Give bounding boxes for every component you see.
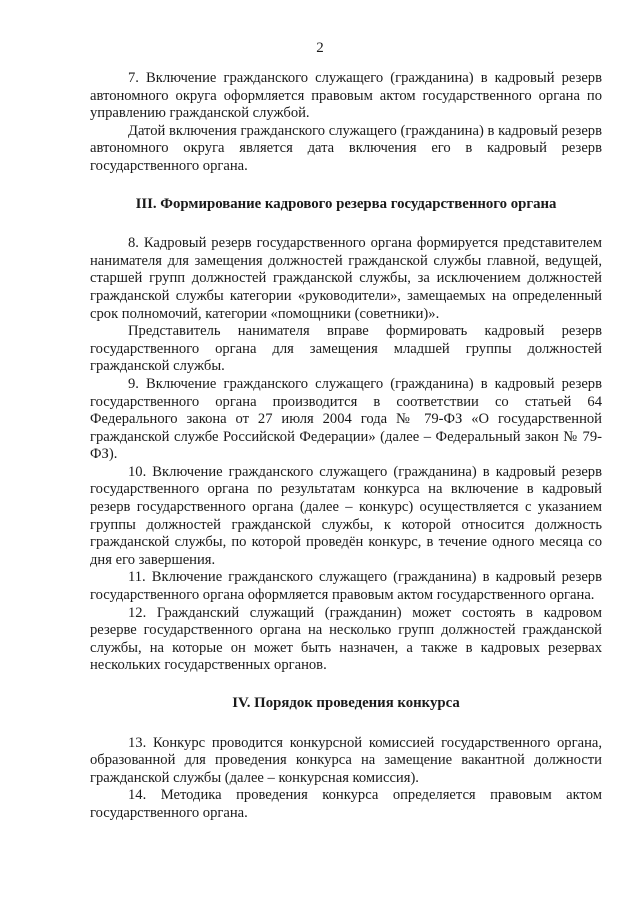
- paragraph-12: 12. Гражданский служащий (гражданин) может состоять в кадровом резерве государственного органа на несколько групп должностей гражданской службы, на которые он может быть назначен, а также в кадровых резервах нескольких государственных органов.: [90, 604, 602, 674]
- paragraph-13: 13. Конкурс проводится конкурсной комиссией государственного органа, образованной для проведения конкурса на замещение вакантной должности гражданской службы (далее – конкурсная комиссия).: [90, 734, 602, 786]
- paragraph-8-representative: Представитель нанимателя вправе формировать кадровый резерв государственного органа для замещения младшей группы должностей гражданской службы.: [90, 323, 602, 375]
- document-body: [90, 70, 602, 823]
- paragraph-14: 14. Методика проведения конкурса определяется правовым актом государственного органа.: [90, 787, 602, 821]
- section-heading-iii: III. Формирование кадрового резерва государственного органа: [135, 195, 557, 212]
- page-number: 2: [316, 40, 324, 56]
- section-heading-iv: IV. Порядок проведения конкурса: [232, 695, 460, 711]
- paragraph-11: 11. Включение гражданского служащего (гражданина) в кадровый резерв государственного органа оформляется правовым актом государственного органа.: [90, 569, 602, 604]
- paragraph-9: 9. Включение гражданского служащего (гражданина) в кадровый резерв государственного органа производится в соответствии со статьей 64 Федерального закона от 27 июля 2004 года № 79-ФЗ «О государственной гражданской службе Российской Федерации» (далее – Федеральный закон № 79-ФЗ).: [90, 375, 602, 463]
- paragraph-7-date: Датой включения гражданского служащего (гражданина) в кадровый резерв автономного округа является дата включения его в кадровый резерв государственного органа.: [90, 122, 602, 174]
- paragraph-8: 8. Кадровый резерв государственного органа формируется представителем нанимателя для замещения должностей гражданской службы главной, ведущей, старшей групп должностей гражданской службы, за исключением должностей гражданской службы категории «руководители», замещаемых на определенный срок полномочий, категории «помощники (советники)».: [90, 235, 602, 322]
- paragraph-7: 7. Включение гражданского служащего (гражданина) в кадровый резерв автономного округа оформляется правовым актом государственного органа по управлению гражданской службой.: [90, 70, 602, 122]
- paragraph-10: 10. Включение гражданского служащего (гражданина) в кадровый резерв государственного органа по результатам конкурса на включение в кадровый резерв государственного органа (далее – конкурс) осуществляется с указанием группы должностей гражданской службы, к которой относится должность гражданской службы, по которой проведён конкурс, в течение одного месяца со дня его завершения.: [90, 463, 602, 568]
